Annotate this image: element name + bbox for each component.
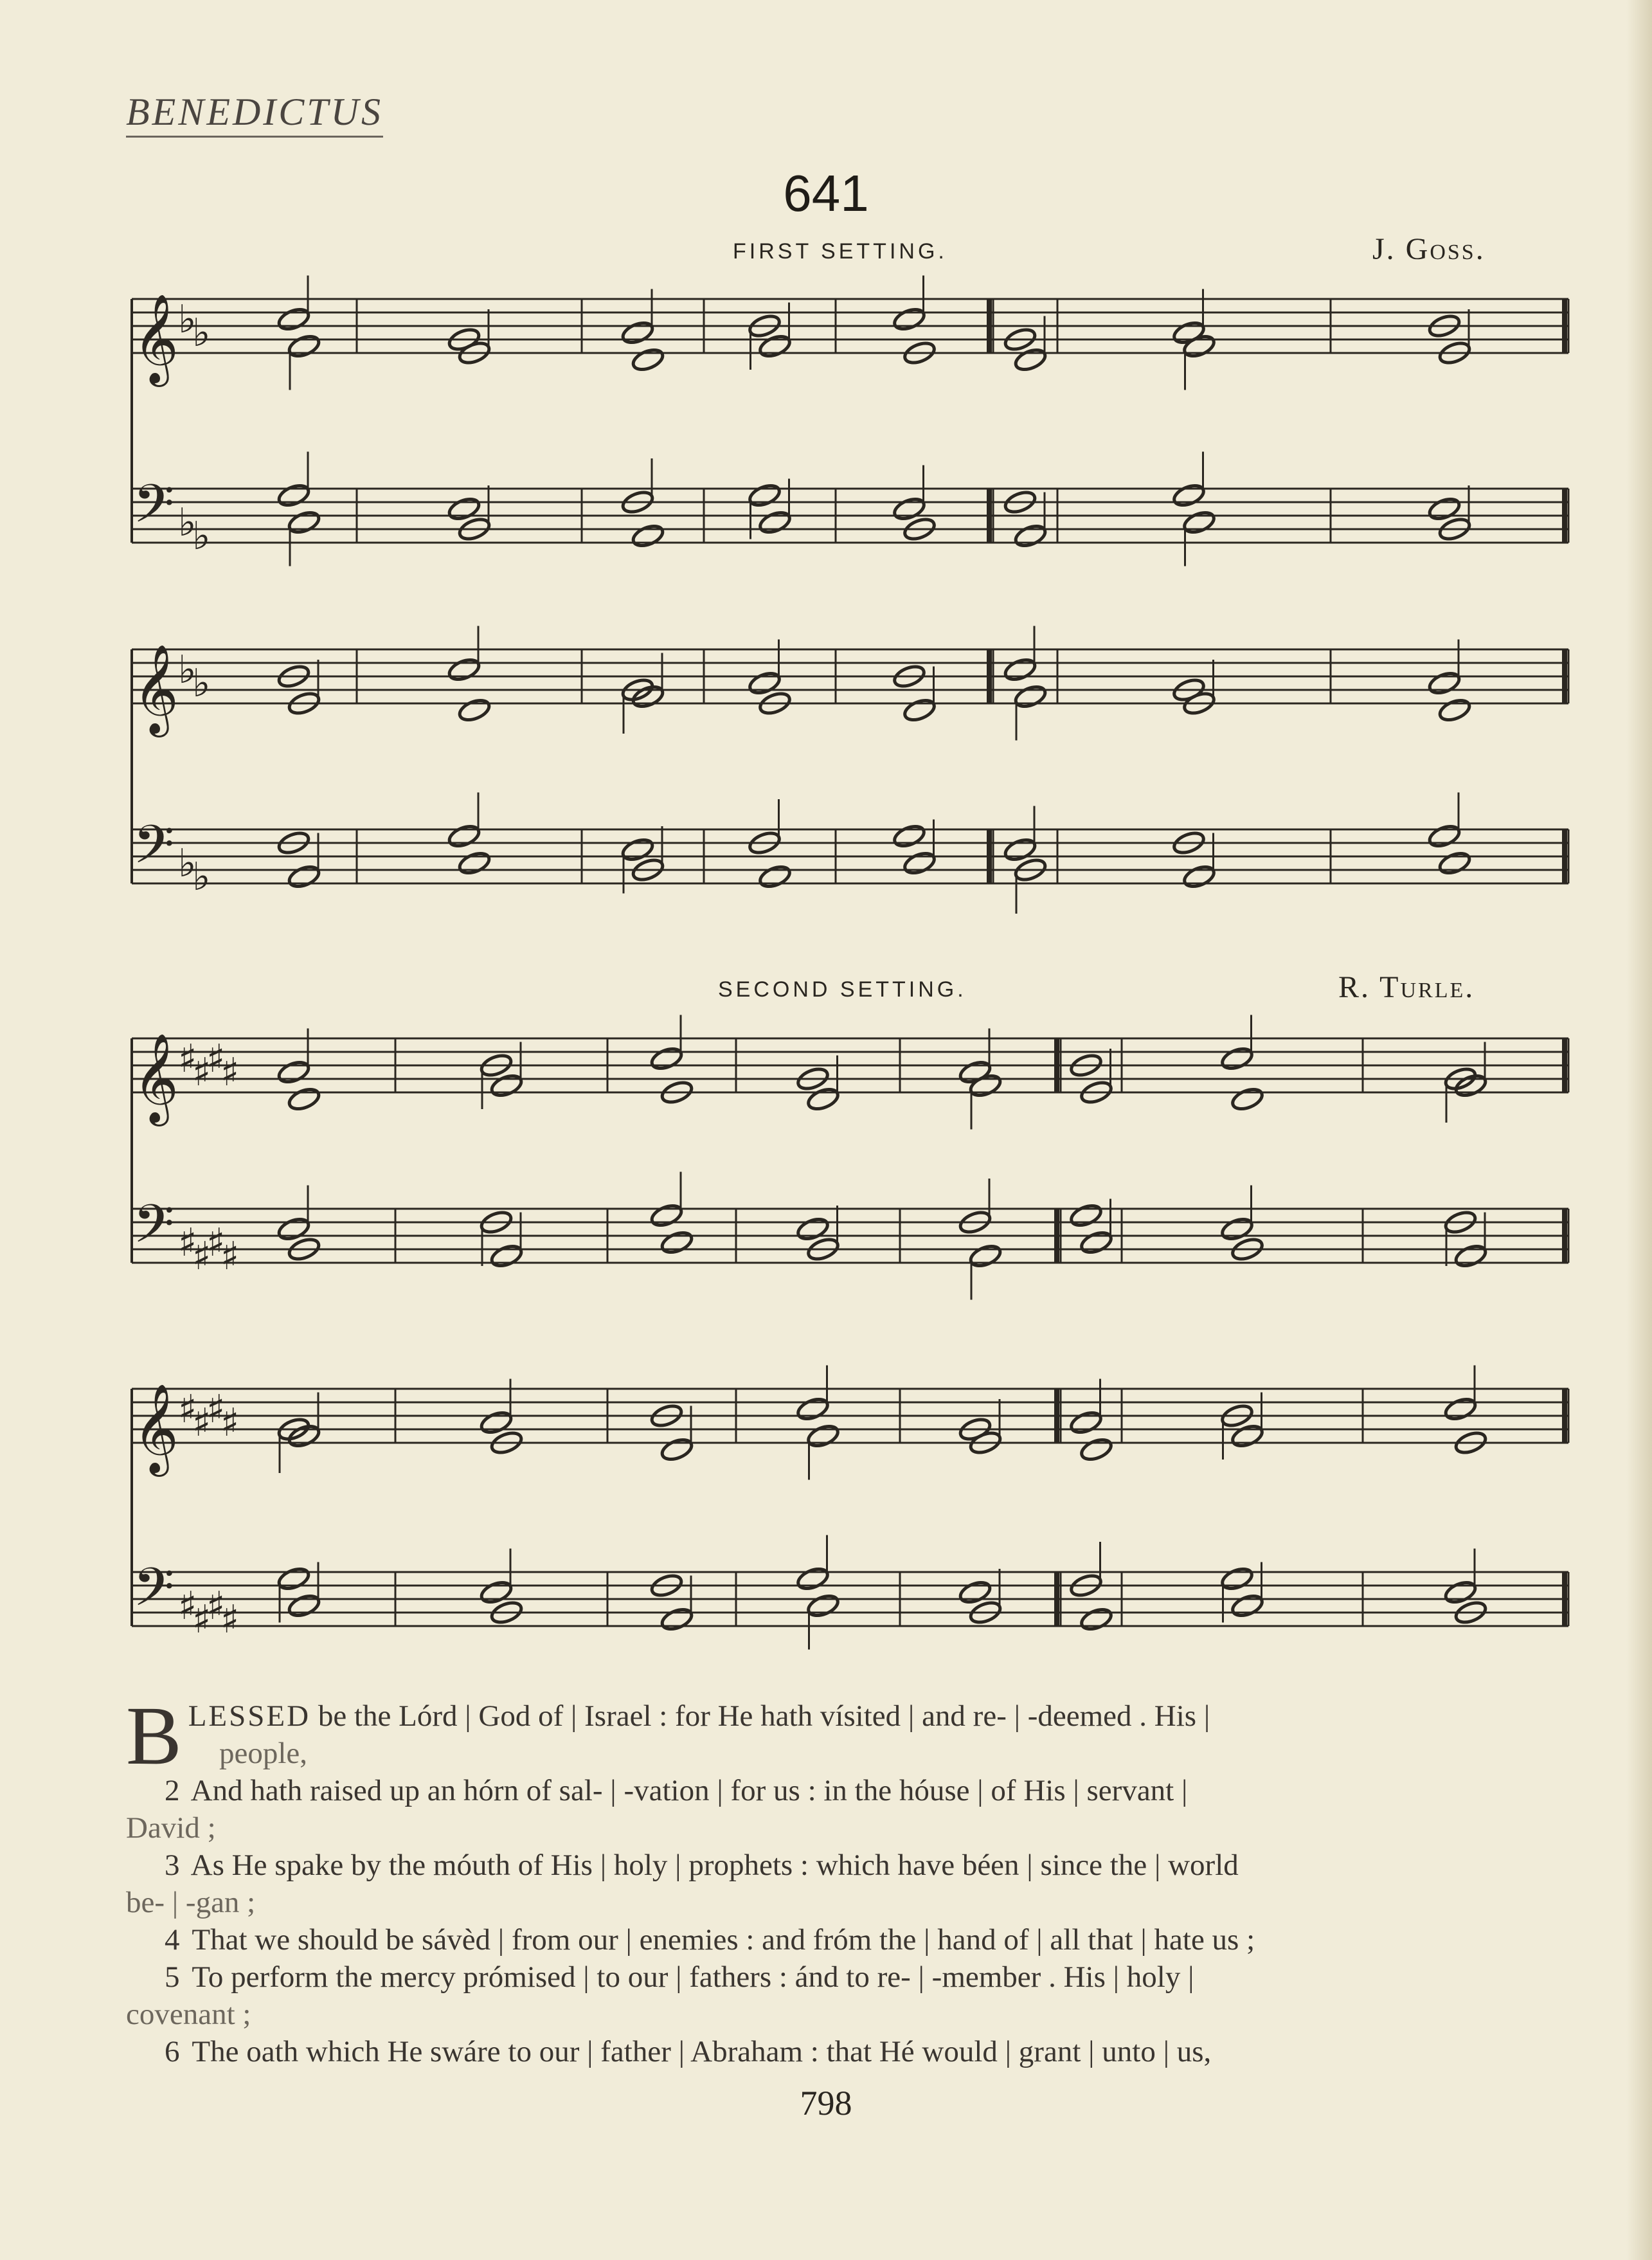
half-note-head [649,1045,684,1072]
first-setting-composer: J. Goss. [1372,232,1486,266]
double-barline [1562,489,1567,543]
key-signature: ♯ [220,1400,240,1445]
verse-line: And hath raised up an hórn of sal- | -vation | for us : in the hóuse | of His | servant | [190,1774,1188,1807]
half-note-head [747,482,782,509]
treble-clef: 𝄞 [133,1384,179,1473]
key-signature: ♯ [192,1400,211,1445]
verse-5-continuation [126,1996,1572,2033]
half-note-head [795,1565,830,1592]
key-signature: ♭ [192,854,211,899]
half-note-head [287,332,321,359]
key-signature: ♯ [206,1584,226,1629]
half-note-head [1079,1436,1113,1463]
half-note-head [757,509,792,536]
half-note-head [1068,1202,1103,1229]
verse-line: That we should be sávèd | from our | enemies : and fróm the | hand of | all that | hate us ; [192,1923,1255,1957]
half-note-head [1427,822,1462,849]
double-barline [1054,1038,1059,1092]
verse-line: The oath which He swáre to our | father | Abraham : that Hé would | grant | unto | us, [192,2035,1212,2068]
verse-3 [165,1847,1572,1884]
verse-2 [165,1772,1572,1809]
verse-4 [165,1921,1572,1958]
half-note-head [447,822,481,849]
half-note-head [902,849,937,876]
double-barline [1054,1389,1059,1443]
verse-number: 5 [165,1960,180,1994]
half-note-head [1219,1565,1254,1592]
page-number: 798 [800,2084,852,2122]
half-note-head [1068,1409,1103,1436]
half-note-head [287,1422,321,1449]
half-note-head [1003,656,1037,683]
barlines [132,299,1568,1626]
double-barline [1562,1572,1567,1626]
key-signature: ♯ [206,1220,226,1265]
double-barline [1562,299,1567,353]
half-note-head [457,849,492,876]
canticle-text [126,1690,1572,2070]
half-note-head [795,1395,830,1422]
double-barline [1054,1572,1059,1626]
half-note-head [631,683,665,710]
verse-number: 6 [165,2035,180,2068]
verse-line: As He spake by the móuth of His | holy | prophets : which have béen | since the | world [190,1849,1239,1882]
key-signature: ♭ [192,311,211,356]
half-note-head [968,1242,1003,1269]
key-signature: ♭ [192,661,211,706]
key-signature: ♯ [178,1036,197,1081]
key-signature: ♭ [178,647,197,692]
key-signature: ♯ [192,1597,211,1642]
bass-clef: 𝄢 [133,1193,175,1268]
treble-clef: 𝄞 [133,294,179,383]
verse-5 [165,1958,1572,1996]
half-note-head [631,522,665,549]
half-note-head [892,822,926,849]
double-barline [1562,649,1567,703]
key-signature: ♭ [192,514,211,559]
half-note-head [892,305,926,332]
running-head: BENEDICTUS [126,90,383,138]
key-signature: ♯ [220,1597,240,1642]
half-note-head [631,346,665,373]
double-barline [987,829,992,883]
half-note-head [457,696,492,723]
key-signature: ♭ [178,297,197,342]
double-barline [1562,1389,1567,1443]
half-note-head [447,656,481,683]
key-signature: ♯ [178,1584,197,1629]
half-note-head [276,482,311,509]
half-note-head [1079,1229,1113,1256]
half-note-head [287,1085,321,1112]
half-note-head [660,1436,694,1463]
half-note-head [1171,482,1206,509]
half-note-head [805,1592,840,1619]
verse-continuation: be- | -gan ; [126,1886,256,1919]
half-note-head [1453,1072,1488,1099]
double-barline [987,299,992,353]
half-note-head [1453,1242,1488,1269]
verse-2-continuation [126,1809,1572,1847]
second-setting-composer: R. Turle. [1338,970,1475,1004]
key-signature: ♯ [192,1234,211,1279]
half-note-head [1013,683,1048,710]
half-note-head [1437,849,1472,876]
double-barline [1562,829,1567,883]
verse-line: be the Lórd | God of | Israel : for He hath vísited | and re- | -deemed . His | [318,1699,1210,1733]
treble-clef: 𝄞 [133,1033,179,1123]
key-signature: ♭ [178,841,197,886]
half-note-head [1230,1085,1264,1112]
double-barline [987,649,992,703]
bass-clef: 𝄢 [133,813,175,889]
half-note-head [620,319,655,346]
half-note-head [649,1202,684,1229]
verse-number: 4 [165,1923,180,1957]
half-note-head [276,1058,311,1085]
half-note-head [287,863,321,890]
verse-number: 3 [165,1849,180,1882]
key-signature: ♯ [192,1050,211,1095]
double-barline [987,489,992,543]
half-note-head [276,305,311,332]
half-note-head [1181,863,1216,890]
verse-continuation: people, [219,1737,308,1770]
first-setting-label: FIRST SETTING. [733,239,947,264]
half-note-head [1079,1605,1113,1632]
bass-clef: 𝄢 [133,473,175,548]
half-note-head [1181,332,1216,359]
verse-1 [126,1690,1572,1782]
verse-continuation: covenant ; [126,1998,251,2031]
double-barline [1562,1209,1567,1263]
clefs [133,294,239,1642]
half-note-head [287,1592,321,1619]
key-signature: ♯ [178,1220,197,1265]
verse-first-word: LESSED [188,1699,311,1733]
verse-3-continuation [126,1884,1572,1921]
half-note-head [1181,509,1216,536]
verse-number: 2 [165,1774,180,1807]
half-note-head [805,1422,840,1449]
half-note-head [1230,1592,1264,1619]
key-signature: ♯ [206,1387,226,1432]
half-note-head [276,1565,311,1592]
key-signature: ♯ [206,1036,226,1081]
key-signature: ♯ [178,1387,197,1432]
bass-clef: 𝄢 [133,1556,175,1631]
verse-line: To perform the mercy prómised | to our | fathers : ánd to re- | -member . His | holy | [192,1960,1194,1994]
drop-cap: B [126,1690,182,1782]
key-signature: ♯ [220,1234,240,1279]
key-signature: ♭ [178,500,197,545]
treble-clef: 𝄞 [133,644,179,734]
half-note-head [660,1229,694,1256]
half-note-head [1437,696,1472,723]
half-note-head [1443,1395,1478,1422]
half-note-head [757,863,792,890]
double-barline [1054,1209,1059,1263]
half-note-head [1427,669,1462,696]
half-note-head [968,1072,1003,1099]
half-note-head [1219,1045,1254,1072]
staff-lines [132,299,1568,1626]
verse-6 [165,2033,1572,2070]
verse-continuation: David ; [126,1811,216,1845]
half-note-head [902,696,937,723]
half-note-head [489,1242,524,1269]
double-barline [1562,1038,1567,1092]
hymn-number: 641 [783,165,869,222]
half-note-head [1013,522,1048,549]
second-setting-label: SECOND SETTING. [718,977,967,1002]
half-note-head [660,1605,694,1632]
half-note-head [287,509,321,536]
key-signature: ♯ [220,1050,240,1095]
